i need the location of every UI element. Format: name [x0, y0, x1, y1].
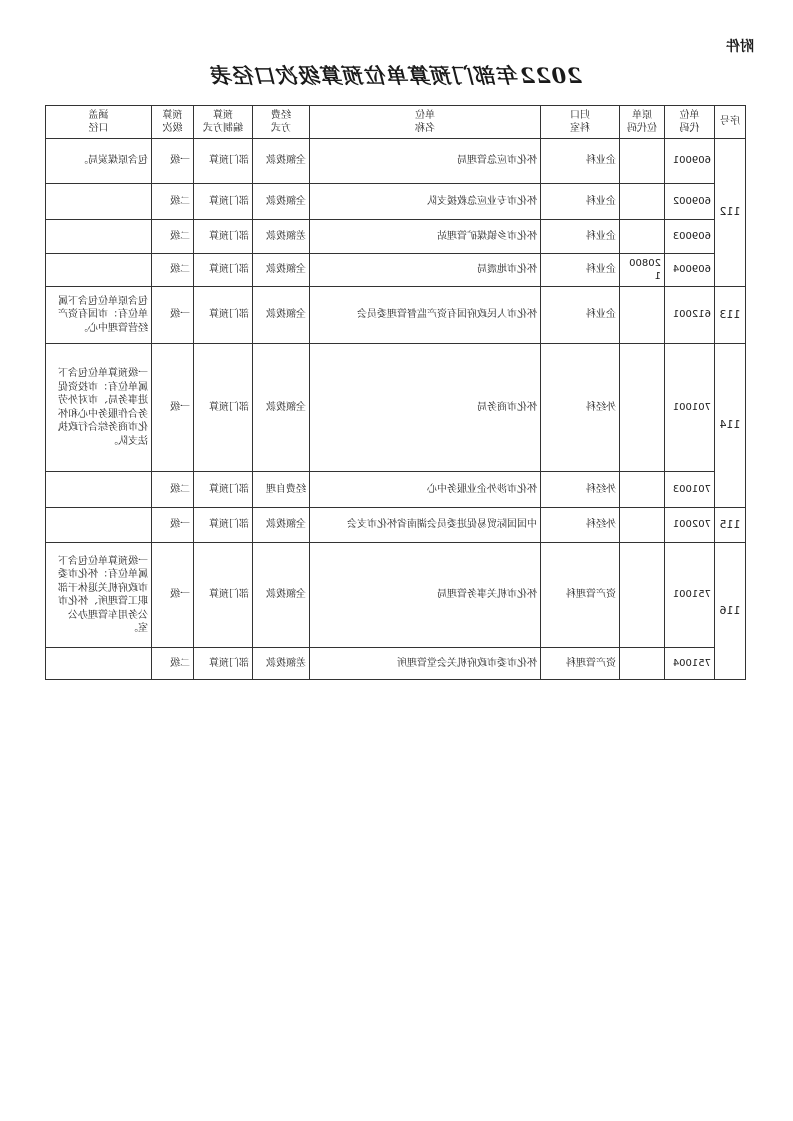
compile-mode-cell: 部门预算: [194, 287, 253, 344]
header-level: 预算 级次: [152, 106, 194, 139]
unit-name-cell: 怀化市应急管理局: [310, 139, 541, 184]
seq-cell: 116: [715, 543, 746, 680]
unit-code-cell: 609002: [665, 184, 715, 220]
compile-mode-cell: 部门预算: [194, 543, 253, 648]
compile-mode-cell: 部门预算: [194, 508, 253, 543]
unit-name-cell: 怀化市机关事务管理局: [310, 543, 541, 648]
unit-name-cell: 怀化市专业应急救援支队: [310, 184, 541, 220]
unit-name-cell: 怀化市乡镇煤矿管理站: [310, 220, 541, 254]
fund-mode-cell: 经费自理: [253, 472, 310, 508]
orig-code-cell: [620, 287, 665, 344]
fund-mode-cell: 全额拨款: [253, 344, 310, 472]
header-note: 涵盖 口径: [46, 106, 152, 139]
unit-code-cell: 609001: [665, 139, 715, 184]
level-cell: 二级: [152, 648, 194, 680]
header-dept: 归口 科室: [541, 106, 620, 139]
fund-mode-cell: 全额拨款: [253, 287, 310, 344]
table-row: [46, 254, 746, 287]
compile-mode-cell: 部门预算: [194, 254, 253, 287]
level-cell: 一级: [152, 508, 194, 543]
dept-cell: 外经科: [541, 472, 620, 508]
header-unit-code: 单位 代码: [665, 106, 715, 139]
orig-code-cell: [620, 508, 665, 543]
unit-name-cell: 怀化市涉外企业服务中心: [310, 472, 541, 508]
note-cell: [46, 220, 152, 254]
level-cell: 二级: [152, 184, 194, 220]
unit-code-cell: 751001: [665, 543, 715, 648]
header-compile-mode: 预算 编制方式: [194, 106, 253, 139]
unit-name-cell: 怀化市人民政府国有资产监督管理委员会: [310, 287, 541, 344]
table-row: [46, 508, 746, 543]
orig-code-cell: [620, 344, 665, 472]
dept-cell: 外经科: [541, 344, 620, 472]
orig-code-cell: [620, 472, 665, 508]
attachment-label: 附件: [726, 39, 754, 55]
note-cell: 一级预算单位包含下属单位有：怀化市委市政府机关退休干部职工管理所、怀化市公务用车管理办公室。: [46, 543, 152, 648]
unit-code-cell: 701001: [665, 344, 715, 472]
compile-mode-cell: 部门预算: [194, 344, 253, 472]
level-cell: 二级: [152, 254, 194, 287]
unit-name-cell: 中国国际贸易促进委员会湖南省怀化市支会: [310, 508, 541, 543]
orig-code-cell: 208001: [620, 254, 665, 287]
note-cell: 一级预算单位包含下属单位有：市投资促进事务局、市对外劳务合作服务中心和怀化市商务综合行政执法支队。: [46, 344, 152, 472]
note-cell: 包含原煤炭局。: [46, 139, 152, 184]
level-cell: 二级: [152, 472, 194, 508]
unit-code-cell: 702001: [665, 508, 715, 543]
seq-cell: 112: [715, 139, 746, 287]
seq-cell: 115: [715, 508, 746, 543]
table-row: [46, 139, 746, 184]
table-row: [46, 543, 746, 648]
unit-code-cell: 609003: [665, 220, 715, 254]
unit-code-cell: 612001: [665, 287, 715, 344]
orig-code-cell: [620, 184, 665, 220]
dept-cell: 外经科: [541, 508, 620, 543]
budget-level-table: [45, 105, 746, 680]
note-cell: [46, 472, 152, 508]
note-cell: [46, 508, 152, 543]
dept-cell: 资产管理科: [541, 543, 620, 648]
header-orig-code: 原单 位代码: [620, 106, 665, 139]
dept-cell: 企业科: [541, 220, 620, 254]
table-row: [46, 220, 746, 254]
unit-code-cell: 701003: [665, 472, 715, 508]
dept-cell: 企业科: [541, 139, 620, 184]
fund-mode-cell: 全额拨款: [253, 254, 310, 287]
compile-mode-cell: 部门预算: [194, 184, 253, 220]
level-cell: 二级: [152, 220, 194, 254]
level-cell: 一级: [152, 543, 194, 648]
fund-mode-cell: 全额拨款: [253, 184, 310, 220]
note-cell: [46, 254, 152, 287]
dept-cell: 资产管理科: [541, 648, 620, 680]
unit-name-cell: 怀化市委市政府机关会堂管理所: [310, 648, 541, 680]
table-header-row: [46, 106, 746, 139]
table-row: [46, 184, 746, 220]
document-title: 2022年部门预算单位预算级次口径表: [211, 63, 582, 88]
table-row: [46, 648, 746, 680]
fund-mode-cell: 全额拨款: [253, 508, 310, 543]
dept-cell: 企业科: [541, 184, 620, 220]
seq-cell: 113: [715, 287, 746, 344]
unit-code-cell: 609004: [665, 254, 715, 287]
level-cell: 一级: [152, 344, 194, 472]
compile-mode-cell: 部门预算: [194, 472, 253, 508]
note-cell: [46, 184, 152, 220]
unit-name-cell: 怀化市商务局: [310, 344, 541, 472]
fund-mode-cell: 差额拨款: [253, 648, 310, 680]
orig-code-cell: [620, 220, 665, 254]
compile-mode-cell: 部门预算: [194, 648, 253, 680]
unit-name-cell: 怀化市地震局: [310, 254, 541, 287]
table-row: [46, 287, 746, 344]
compile-mode-cell: 部门预算: [194, 139, 253, 184]
orig-code-cell: [620, 543, 665, 648]
dept-cell: 企业科: [541, 287, 620, 344]
header-unit-name: 单位 名称: [310, 106, 541, 139]
orig-code-cell: [620, 139, 665, 184]
note-cell: [46, 648, 152, 680]
header-fund-mode: 经费 方式: [253, 106, 310, 139]
orig-code-cell: [620, 648, 665, 680]
unit-code-cell: 751004: [665, 648, 715, 680]
level-cell: 一级: [152, 287, 194, 344]
note-cell: 包含原单位包含下属单位有：市国有资产经营管理中心。: [46, 287, 152, 344]
table-row: [46, 344, 746, 472]
seq-cell: 114: [715, 344, 746, 508]
header-seq: 序号: [715, 106, 746, 139]
table-row: [46, 472, 746, 508]
dept-cell: 企业科: [541, 254, 620, 287]
fund-mode-cell: 全额拨款: [253, 543, 310, 648]
level-cell: 一级: [152, 139, 194, 184]
fund-mode-cell: 全额拨款: [253, 139, 310, 184]
fund-mode-cell: 差额拨款: [253, 220, 310, 254]
compile-mode-cell: 部门预算: [194, 220, 253, 254]
